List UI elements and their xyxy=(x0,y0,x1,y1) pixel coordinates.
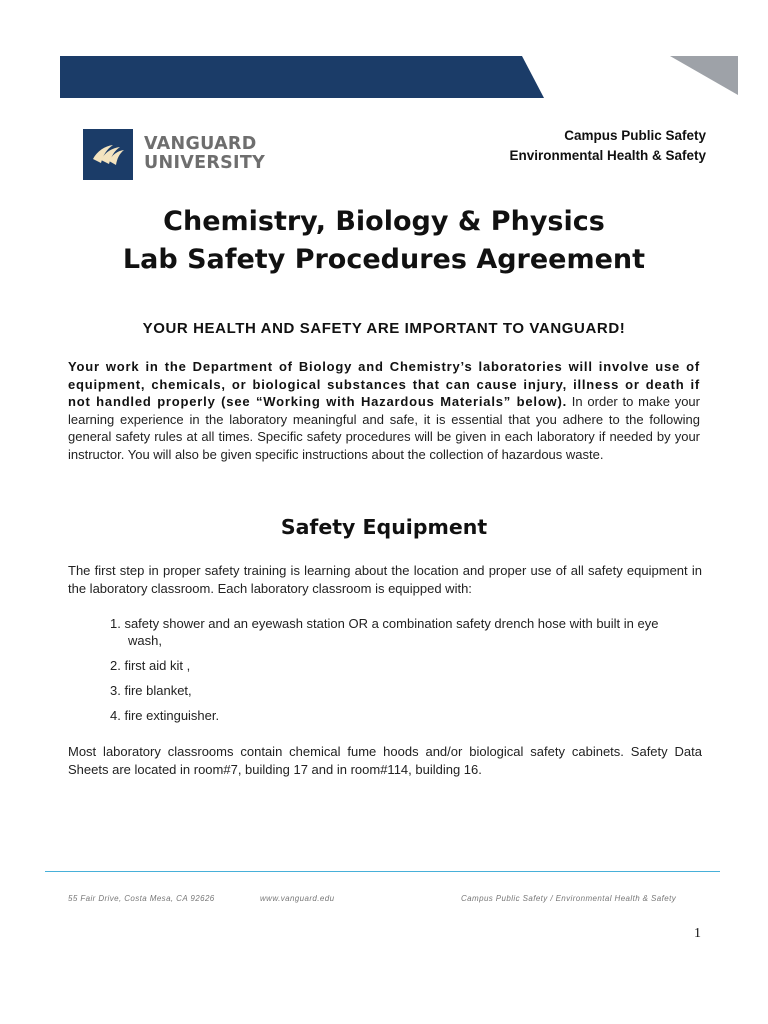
department-line-1: Campus Public Safety xyxy=(564,128,706,143)
footer-address: 55 Fair Drive, Costa Mesa, CA 92626 xyxy=(68,894,215,903)
document-title xyxy=(0,203,768,279)
title-line-1: Chemistry, Biology & Physics xyxy=(163,206,605,237)
list-item: 2. first aid kit , xyxy=(110,658,191,673)
header-grey-corner xyxy=(670,56,738,95)
intro-bold-text: Your work in the Department of Biology and Chemistry’s laboratories will involve use of equipment, chemicals, or biological substances that can cause injury, illness or death if not handled properly (see “Working with Hazardous Materials” below). xyxy=(68,359,700,409)
wordmark-line-1: VANGUARD xyxy=(144,134,257,154)
subheading: YOUR HEALTH AND SAFETY ARE IMPORTANT TO VANGUARD! xyxy=(142,320,626,337)
department-heading xyxy=(509,126,706,166)
list-item: 1. safety shower and an eyewash station OR a combination safety drench hose with built in eye wash, xyxy=(110,616,659,648)
equipment-list xyxy=(110,615,685,732)
footer-divider xyxy=(45,871,720,872)
vanguard-flame-icon xyxy=(83,129,133,180)
university-wordmark xyxy=(144,135,265,173)
page-number: 1 xyxy=(694,926,701,941)
section-heading-safety-equipment: Safety Equipment xyxy=(280,515,488,539)
wordmark-line-2: UNIVERSITY xyxy=(144,153,266,173)
list-item: 3. fire blanket, xyxy=(110,683,192,698)
header-navy-band xyxy=(60,56,544,98)
equipment-lead-paragraph: The first step in proper safety training is learning about the location and proper use of all safety equipment in the laboratory classroom. Each laboratory classroom is equipped with: xyxy=(68,563,702,596)
intro-paragraph xyxy=(68,358,700,463)
intro-text: In order to make your learning experience in the laboratory meaningful and safe, it is essential that you adhere to the following general safety rules at all times. Specific safety procedures will be given in each laboratory if needed by your instructor. You will also be given specific instructions about the collection of hazardous waste. xyxy=(68,394,700,462)
title-line-2: Lab Safety Procedures Agreement xyxy=(122,244,646,275)
footer-department: Campus Public Safety / Environmental Health & Safety xyxy=(461,894,677,903)
list-item: 4. fire extinguisher. xyxy=(110,708,220,723)
department-line-2: Environmental Health & Safety xyxy=(509,148,706,163)
footer-website-link[interactable]: www.vanguard.edu xyxy=(260,894,335,903)
closing-paragraph: Most laboratory classrooms contain chemical fume hoods and/or biological safety cabinets. Safety Data Sheets are located in room#7, building 17 and in room#114, building 16. xyxy=(68,744,702,777)
